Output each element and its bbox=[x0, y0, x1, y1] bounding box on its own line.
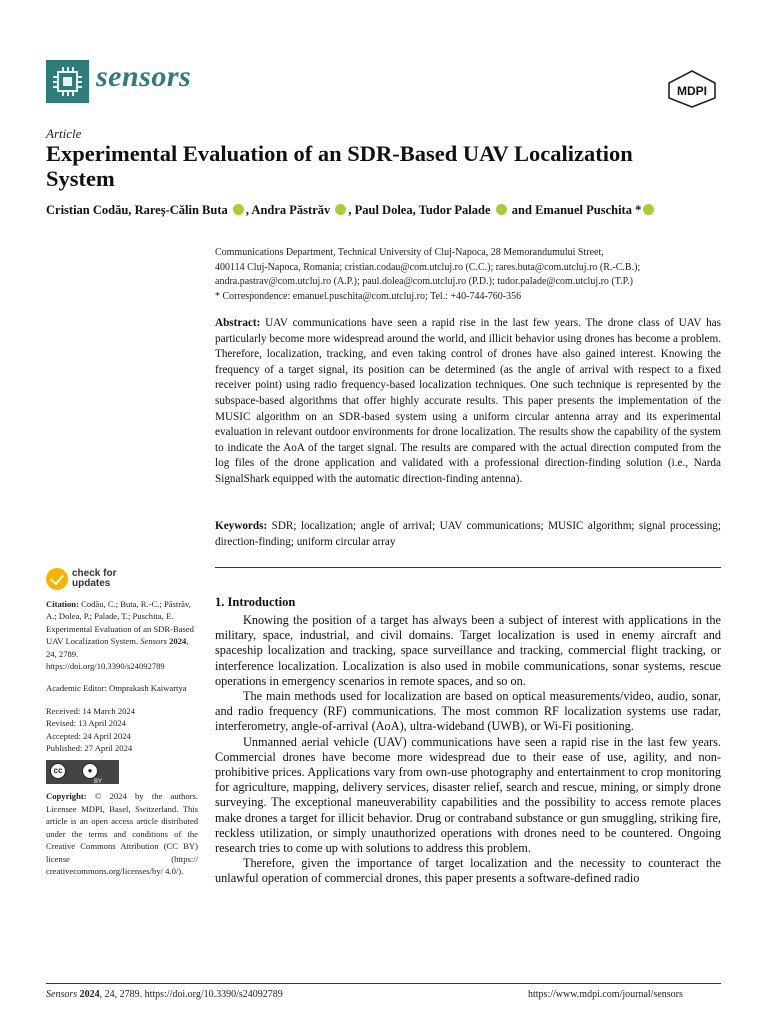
author-name[interactable]: , Paul Dolea, Tudor Palade bbox=[348, 203, 494, 217]
date-revised: Revised: 13 April 2024 bbox=[46, 718, 126, 729]
citation-doi-link[interactable]: https://doi.org/10.3390/s24092789 bbox=[46, 661, 165, 672]
check-for-updates-button[interactable] bbox=[46, 568, 166, 592]
date-received: Received: 14 March 2024 bbox=[46, 705, 136, 716]
academic-editor: Academic Editor: Omprakash Kaiwartya bbox=[46, 683, 187, 694]
footer-rule bbox=[46, 983, 721, 984]
mdpi-logo-text: MDPI bbox=[677, 84, 707, 98]
check-updates-line: check for bbox=[72, 568, 117, 579]
author-name[interactable]: and Emanuel Puschita * bbox=[508, 203, 642, 217]
keywords-label: Keywords: bbox=[215, 520, 268, 532]
footer-year: 2024 bbox=[77, 989, 100, 1000]
mdpi-logo-icon[interactable] bbox=[666, 70, 718, 108]
journal-logo-icon bbox=[46, 60, 89, 103]
citation-year: 2024 bbox=[166, 636, 187, 647]
check-updates-line: updates bbox=[72, 578, 111, 589]
affiliations bbox=[215, 246, 725, 304]
abstract-label: Abstract: bbox=[215, 317, 261, 329]
date-published: Published: 27 April 2024 bbox=[46, 743, 133, 754]
sidebar bbox=[46, 598, 198, 877]
correspondence-line: * Correspondence: emanuel.puschita@com.utcluj.ro; Tel.: +40-744-760-356 bbox=[215, 290, 522, 302]
affiliation-line: Communications Department, Technical University of Cluj-Napoca, 28 Memorandumului Street, bbox=[215, 247, 604, 258]
footer-citation bbox=[46, 989, 283, 1000]
citation bbox=[46, 598, 198, 672]
copyright-text: © 2024 by the authors. Licensee MDPI, Basel, Switzerland. This article is an open access article distributed under the terms and conditions of the Creative Commons Attribution (CC BY) license (https:// creativecommons.org/licenses/by/ 4.0/). bbox=[46, 791, 198, 876]
author-name[interactable]: Rareș-Călin Buta bbox=[134, 203, 231, 217]
cc-icon: cc bbox=[50, 763, 66, 779]
author-name[interactable]: , Andra Păstrăv bbox=[245, 203, 334, 217]
person-icon: ● bbox=[82, 763, 98, 779]
orcid-icon[interactable] bbox=[335, 204, 346, 215]
citation-volume: , 24, 2789. bbox=[46, 636, 189, 659]
abstract-text: UAV communications have seen a rapid rise in the last few years. The drone class of UAV has particularly become more widespread around the world, and illicit behavior using drones has become a problem. Therefore, localization, tracking, and even taking control of drones have also gained interest. Knowing the frequency of a target signal, its position can be determined (as the angle of arrival with respect to a fixed receiver point) using radio frequency-based localization techniques. One such technique is represented by the subspace-based algorithms that offer highly accurate results. This paper presents the implementation of the MUSIC algorithm on an SDR-based system using a uniform circular antenna array and its experimental evaluation in relevant outdoor environments for drone localization. The results show the capability of the system to indicate the AoA of the target signal. The results are compared with the actual direction computed from the log files of the drone application and validated with a professional direction-finding solution (i.e., Narda SignalShark equipped with the automatic direction-finding antenna). bbox=[215, 317, 721, 485]
paragraph: Therefore, given the importance of target localization and the necessity to counteract the unlawful operation of commercial drones, this paper presents a software-defined radio bbox=[215, 856, 721, 886]
citation-journal: Sensors bbox=[140, 636, 167, 647]
checkmark-icon bbox=[46, 568, 68, 590]
footer-journal-url[interactable]: https://www.mdpi.com/journal/sensors bbox=[528, 989, 683, 1000]
citation-text: Codău, C.; Buta, R.-C.; Păstrăv, A.; Dolea, P.; Palade, T.; Puschita, E. Experimental Evaluation of an SDR-Based UAV Localization System. bbox=[46, 599, 194, 647]
paragraph: Knowing the position of a target has always been a subject of interest with applications in the military, space, industrial, and civil domains. Target localization is used in enemy aircraft and spaceship localization and tracking, space surveillance and tracking, commercial flight tracking, or interference localization. Localization is also used in mobile communications, sonar systems, rescue operations in emergency scenarios in remote spaces, and so on. bbox=[215, 613, 721, 688]
section-heading: 1. Introduction bbox=[215, 595, 296, 609]
footer-journal: Sensors bbox=[46, 989, 78, 1000]
orcid-icon[interactable] bbox=[233, 204, 244, 215]
paragraph: Unmanned aerial vehicle (UAV) communications have seen a rapid rise in the last few years. Commercial drones have become more widespread due to their ease of use, agility, and non-prohibitive prices. Applications vary from own-use photography and entertainment to crop monitoring for agriculture, mapping, delivery services, disaster relief, search and rescue, mining, or simply drone surveying. The exceptional maneuverability capabilities and the possibility to access remote places make drones a target for illicit behavior. Drug or contraband substance or gun smuggling, striking fire, reckless utilization, or simply unauthorized operations with drones need to be countered. Ongoing research tries to come up with solutions to address this problem. bbox=[215, 734, 721, 856]
footer-doi[interactable]: , 24, 2789. https://doi.org/10.3390/s24092789 bbox=[99, 989, 283, 1000]
date-accepted: Accepted: 24 April 2024 bbox=[46, 730, 131, 741]
orcid-icon[interactable] bbox=[643, 204, 654, 215]
by-label: BY bbox=[94, 779, 103, 786]
author-name[interactable]: Cristian Codău, bbox=[46, 203, 135, 217]
article-type: Article bbox=[46, 126, 82, 141]
author-list bbox=[46, 203, 726, 218]
keywords-text: SDR; localization; angle of arrival; UAV communications; MUSIC algorithm; signal processing; direction-finding; uniform circular array bbox=[215, 520, 721, 548]
affiliation-line: 400114 Cluj-Napoca, Romania; cristian.codau@com.utcluj.ro (C.C.); rares.buta@com.utcluj.ro (R.-C.B.); bbox=[215, 261, 641, 273]
keywords bbox=[215, 519, 721, 550]
orcid-icon[interactable] bbox=[496, 204, 507, 215]
paragraph: The main methods used for localization are based on optical measurements/video, audio, sonar, and radio frequency (RF) communications. The most common RF localization systems use radar, interferometry, angle-of-arrival (AoA), ultra-wideband (UWB), or Wi-Fi positioning. bbox=[215, 689, 721, 734]
section-divider bbox=[215, 567, 721, 568]
abstract bbox=[215, 316, 721, 488]
journal-name[interactable]: sensors bbox=[96, 60, 192, 93]
copyright-label: Copyright: bbox=[46, 791, 87, 802]
cc-by-license-badge[interactable] bbox=[46, 760, 119, 784]
citation-label: Citation: bbox=[46, 599, 79, 609]
article-title: Experimental Evaluation of an SDR-Based UAV Localization System bbox=[46, 141, 633, 191]
copyright bbox=[46, 790, 198, 877]
affiliation-line: andra.pastrav@com.utcluj.ro (A.P.); paul.dolea@com.utcluj.ro (P.D.); tudor.palade@com.utcluj.ro (T.P.) bbox=[215, 276, 633, 287]
body-text bbox=[215, 613, 721, 887]
